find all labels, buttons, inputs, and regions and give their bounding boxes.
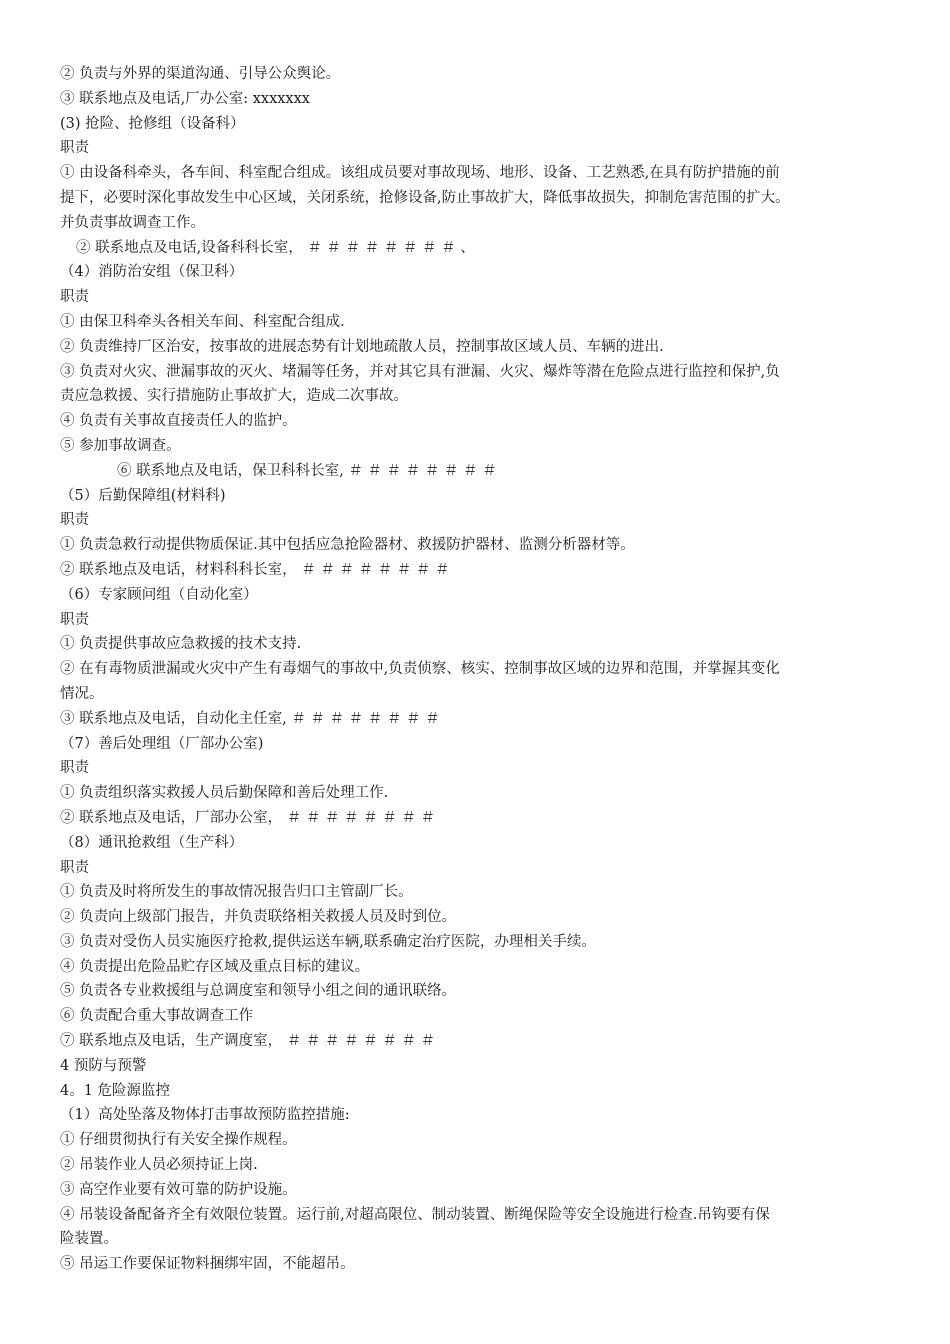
text-line: ③ 负责对受伤人员实施医疗抢救,提供运送车辆,联系确定治疗医院，办理相关手续。 [60,933,596,950]
text-line: ① 负责组织落实救援人员后勤保障和善后处理工作. [60,785,389,802]
text-line: 险装置。 [60,1231,118,1248]
text-line: ① 负责急救行动提供物质保证.其中包括应急抢险器材、救援防护器材、监测分析器材等。 [60,537,635,554]
document-page [60,62,910,1277]
section-heading: （6）专家顾问组（自动化室） [60,586,258,603]
text-line: ③ 负责对火灾、泄漏事故的灭火、堵漏等任务，并对其它具有泄漏、火灾、爆炸等潜在危险点进行监控和保护,负 [60,363,780,380]
text-line: ④ 负责提出危险品贮存区域及重点目标的建议。 [60,958,370,975]
text-line: 提下，必要时深化事故发生中心区域，关闭系统，抢修设备,防止事故扩大，降低事故损失，抑制危害范围的扩大。 [60,189,790,206]
text-line: 并负责事故调查工作。 [60,214,205,231]
text-line: ⑦ 联系地点及电话，生产调度室， ＃ ＃ ＃ ＃ ＃ ＃ ＃ ＃ [60,1033,435,1050]
section-heading: (3) 抢险、抢修组（设备科） [60,115,245,132]
text-line: ① 负责及时将所发生的事故情况报告归口主管副厂长。 [60,884,413,901]
text-line: ② 负责向上级部门报告，并负责联络相关救援人员及时到位。 [60,909,457,926]
text-line: ② 负责维持厂区治安，按事故的进展态势有计划地疏散人员，控制事故区域人员、车辆的进出. [60,338,664,355]
chapter-heading: 4 预防与预警 [60,1057,147,1074]
text-line: ⑥ 负责配合重大事故调查工作 [60,1008,254,1025]
text-line: ② 联系地点及电话，厂部办公室， ＃ ＃ ＃ ＃ ＃ ＃ ＃ ＃ [60,809,435,826]
text-line: ① 负责提供事故应急救援的技术支持. [60,636,302,653]
text-line: ② 在有毒物质泄漏或火灾中产生有毒烟气的事故中,负责侦察、核实、控制事故区域的边界和范围，并掌握其变化 [60,661,780,678]
duty-label: 职责 [60,512,89,529]
text-line: ③ 高空作业要有效可靠的防护设施。 [60,1181,297,1198]
duty-label: 职责 [60,140,89,157]
text-line: ② 联系地点及电话,设备科科长室， ＃ ＃ ＃ ＃ ＃ ＃ ＃ ＃ 、 [76,239,475,256]
text-line: ② 负责与外界的渠道沟通、引导公众舆论。 [60,66,341,82]
duty-label: 职责 [60,611,89,628]
text-line: ④ 负责有关事故直接责任人的监护。 [60,413,297,430]
duty-label: 职责 [60,760,89,777]
section-heading: （4）消防治安组（保卫科） [60,264,244,281]
section-heading: （5）后勤保障组(材料科) [60,487,226,504]
section-heading: （1）高处坠落及物体打击事故预防监控措施: [60,1107,350,1124]
text-line: ③ 联系地点及电话,厂办公室: xxxxxxx [60,90,310,107]
text-line: ⑤ 负责各专业救援组与总调度室和领导小组之间的通讯联络。 [60,983,457,1000]
text-line: ③ 联系地点及电话，自动化主任室, ＃ ＃ ＃ ＃ ＃ ＃ ＃ ＃ [60,710,440,727]
text-line: ⑥ 联系地点及电话，保卫科科长室, ＃ ＃ ＃ ＃ ＃ ＃ ＃ ＃ [117,462,497,479]
text-line: ① 由保卫科牵头各相关车间、科室配合组成. [60,313,345,330]
duty-label: 职责 [60,859,89,876]
text-line: ① 由设备科牵头，各车间、科室配合组成。该组成员要对事故现场、地形、设备、工艺熟悉,在具有防护措施的前 [60,165,780,182]
text-line: 责应急救援、实行措施防止事故扩大，造成二次事故。 [60,388,408,405]
text-line: ⑤ 参加事故调查。 [60,437,181,454]
text-line: ② 联系地点及电话，材料科科长室， ＃ ＃ ＃ ＃ ＃ ＃ ＃ ＃ [60,561,450,578]
subsection-heading: 4。1 危险源监控 [60,1082,171,1099]
text-line: ② 吊装作业人员必须持证上岗. [60,1157,258,1174]
text-line: ⑤ 吊运工作要保证物料捆绑牢固，不能超吊。 [60,1256,355,1273]
section-heading: （8）通讯抢救组（生产科） [60,834,244,851]
section-heading: （7）善后处理组（厂部办公室) [60,735,264,752]
text-line: 情况。 [60,685,104,702]
text-line: ① 仔细贯彻执行有关安全操作规程。 [60,1132,297,1149]
text-line: ④ 吊装设备配备齐全有效限位装置。运行前,对超高限位、制动装置、断绳保险等安全设施进行检查.吊钩要有保 [60,1206,770,1223]
duty-label: 职责 [60,289,89,306]
